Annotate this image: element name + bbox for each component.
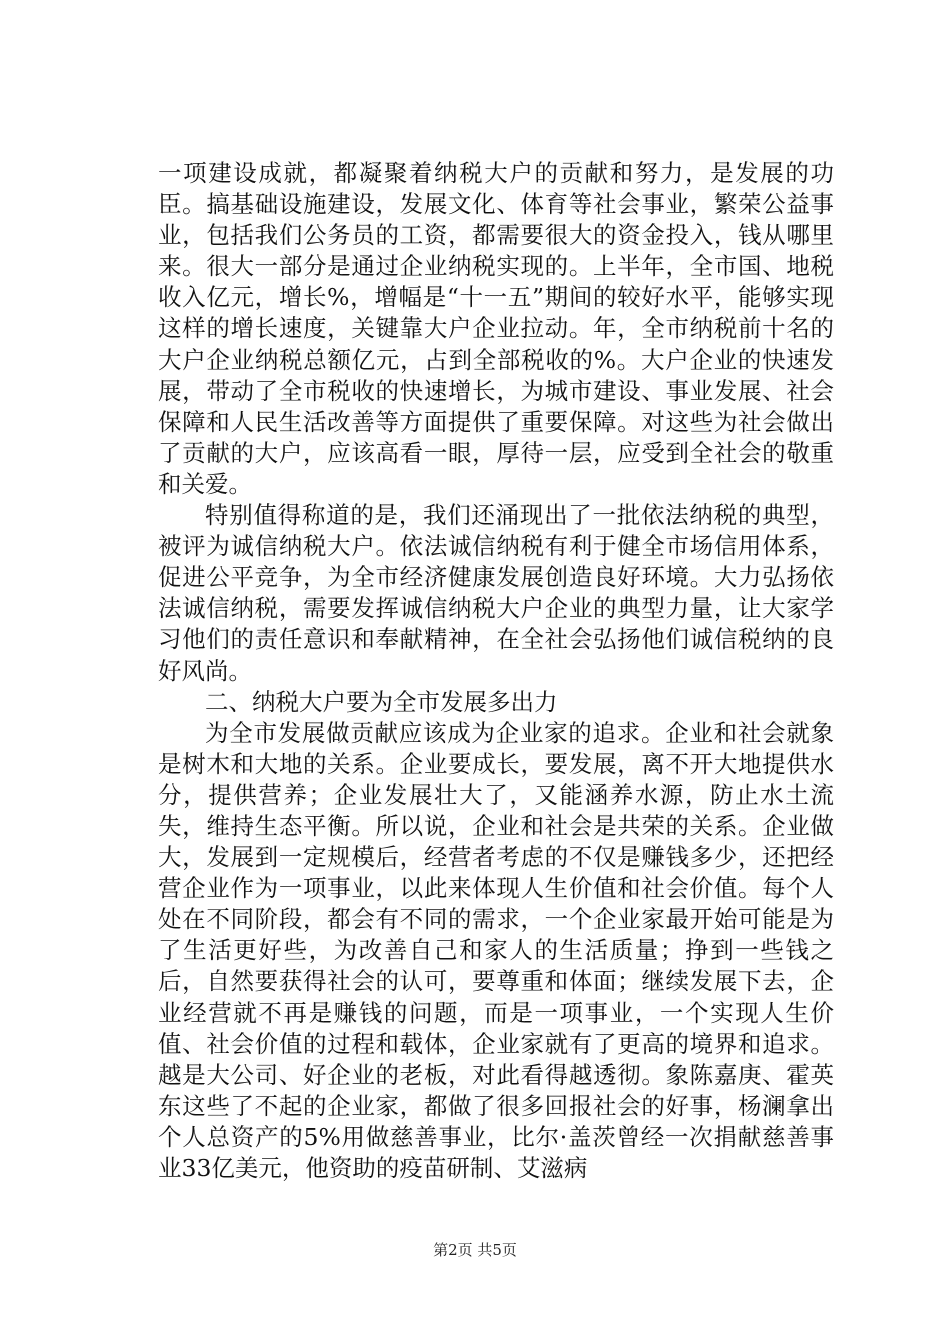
- paragraph-2: 特别值得称道的是，我们还涌现出了一批依法纳税的典型，被评为诚信纳税大户。依法诚信纳税有利于健全市场信用体系，促进公平竞争，为全市经济健康发展创造良好环境。大力弘扬依法诚信纳税，需要发挥诚信纳税大户企业的典型力量，让大家学习他们的责任意识和奉献精神，在全社会弘扬他们诚信税纳的良好风尚。: [158, 501, 834, 685]
- paragraph-1: 一项建设成就，都凝聚着纳税大户的贡献和努力，是发展的功臣。搞基础设施建设，发展文化、体育等社会事业，繁荣公益事业，包括我们公务员的工资，都需要很大的资金投入，钱从哪里来。很大一部分是通过企业纳税实现的。上半年，全市国、地税收入亿元，增长%，增幅是“十一五”期间的较好水平，能够实现这样的增长速度，关键靠大户企业拉动。年，全市纳税前十名的大户企业纳税总额亿元，占到全部税收的%。大户企业的快速发展，带动了全市税收的快速增长，为城市建设、事业发展、社会保障和人民生活改善等方面提供了重要保障。对这些为社会做出了贡献的大户，应该高看一眼，厚待一层，应受到全社会的敬重和关爱。: [158, 159, 834, 498]
- paragraph-3: 为全市发展做贡献应该成为企业家的追求。企业和社会就象是树木和大地的关系。企业要成长，要发展，离不开大地提供水分，提供营养；企业发展壮大了，又能涵养水源，防止水土流失，维持生态平衡。所以说，企业和社会是共荣的关系。企业做大，发展到一定规模后，经营者考虑的不仅是赚钱多少，还把经营企业作为一项事业，以此来体现人生价值和社会价值。每个人处在不同阶段，都会有不同的需求，一个企业家最开始可能是为了生活更好些，为改善自己和家人的生活质量；挣到一些钱之后，自然要获得社会的认可，要尊重和体面；继续发展下去，企业经营就不再是赚钱的问题，而是一项事业，一个实现人生价值、社会价值的过程和载体，企业家就有了更高的境界和追求。越是大公司、好企业的老板，对此看得越透彻。象陈嘉庚、霍英东这些了不起的企业家，都做了很多回报社会的好事，杨澜拿出个人总资产的5%用做慈善事业，比尔·盖茨曾经一次捐献慈善事业33亿美元，他资助的疫苗研制、艾滋病: [158, 718, 834, 1182]
- page-number-footer: 第2页 共5页: [433, 1241, 517, 1259]
- section-heading: 二、纳税大户要为全市发展多出力: [205, 687, 558, 716]
- body-text: [158, 158, 834, 1184]
